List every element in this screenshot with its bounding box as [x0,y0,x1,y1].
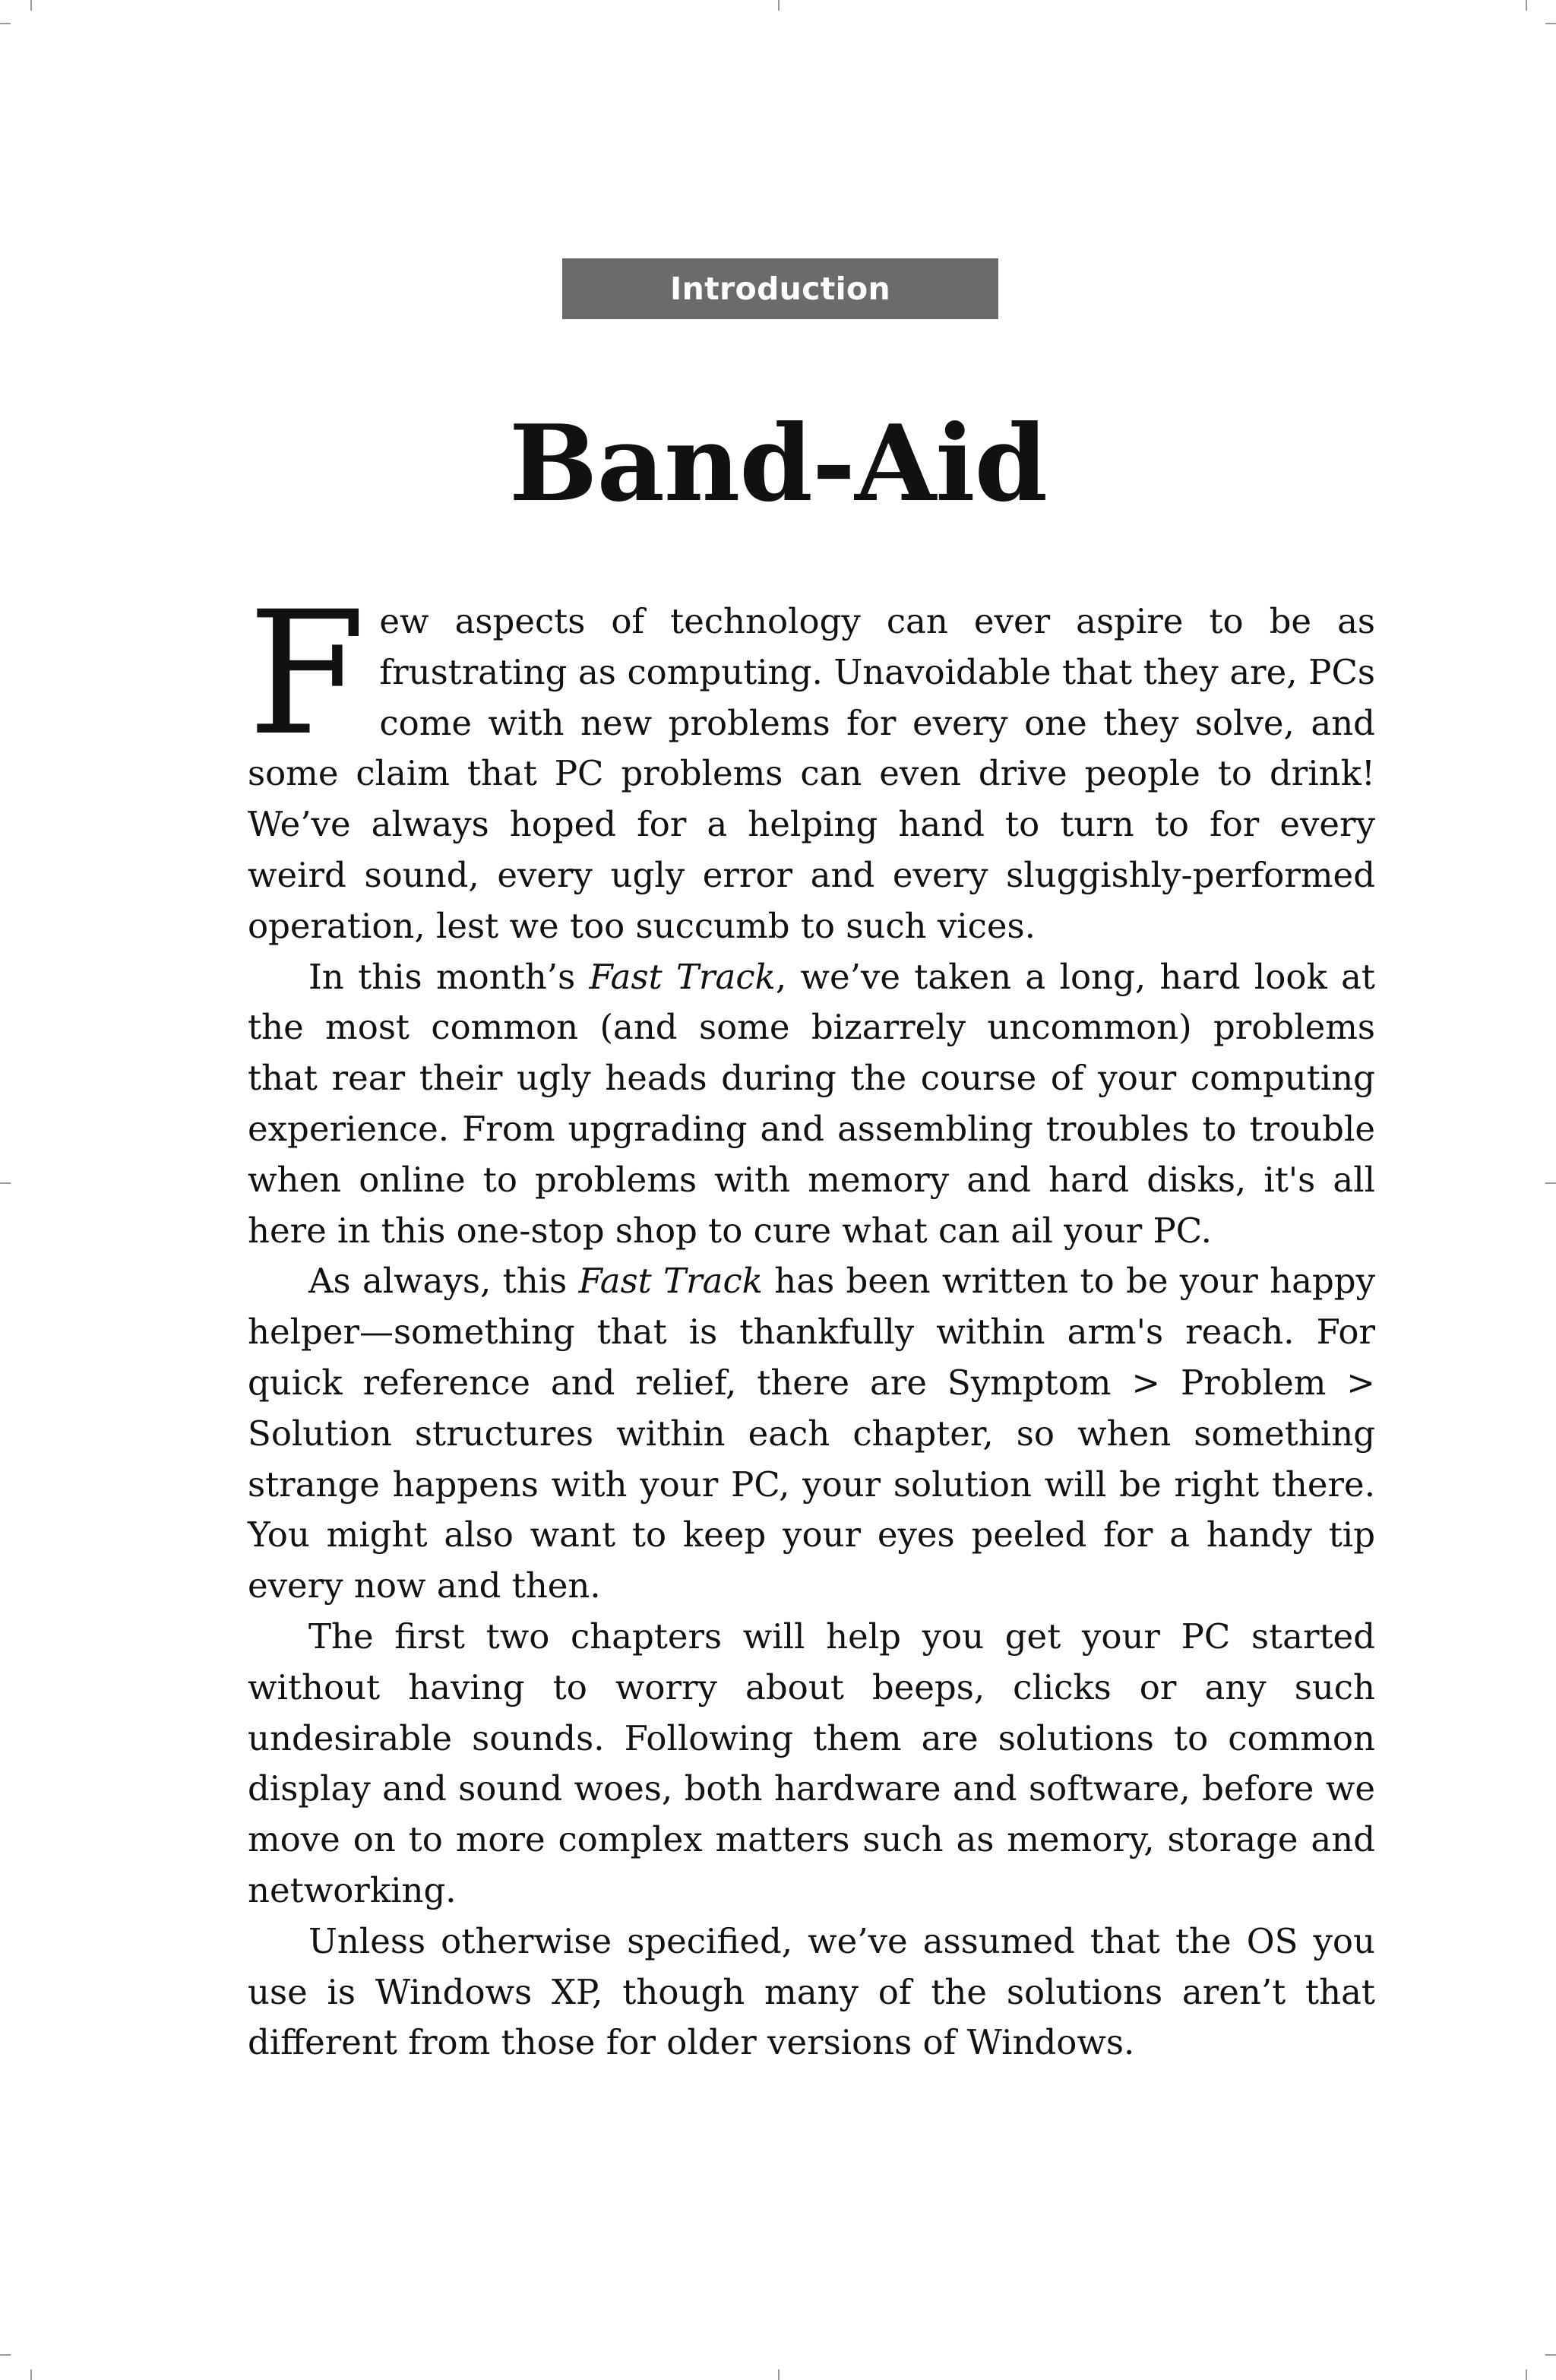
crop-mark-top-left [30,0,32,11]
crop-mark-top-center [778,0,780,11]
crop-mark-right-bottom [1545,2354,1556,2356]
paragraph-2-publication-name: Fast Track [589,956,776,997]
dropcap-letter: F [248,574,366,773]
crop-mark-bottom-right [1526,2369,1527,2380]
paragraph-2-text-a: In this month’s [308,956,590,997]
crop-mark-top-right [1526,0,1527,11]
paragraph-2-text-b: , we’ve taken a long, hard look at the most common (and some bizarrely uncommon) problems that rear their ugly heads during the course of your computing experience. From upgrading and assembling troubles to trouble when online to problems with memory and hard disks, it's all here in this one-stop shop to cure what can ail your PC. [248,956,1375,1251]
paragraph-3-publication-name: Fast Track [578,1261,763,1302]
paragraph-3 [248,1256,1375,1612]
crop-mark-left-top [0,23,11,24]
crop-mark-right-middle [1545,1182,1556,1184]
paragraph-2 [248,952,1375,1257]
crop-mark-bottom-center [778,2369,780,2380]
paragraph-1 [248,574,1375,952]
crop-mark-right-top [1545,23,1556,24]
paragraph-3-text-a: As always, this [308,1261,579,1302]
paragraph-3-text-b: has been written to be your happy helper—something that is thankfully within arm's reach. For quick reference and relief, there are Symptom > Problem > Solution structures within each chapter, so when something strange happens with your PC, your solution will be right there. You might also want to keep your eyes peeled for a handy tip every now and then. [248,1261,1375,1606]
paragraph-1-text: ew aspects of technology can ever aspire to be as frustrating as computing. Unavoidable that they are, PCs come with new problems for every one they solve, and some claim that PC problems can even drive people to drink! We’ve always hoped for a helping hand to turn to for every weird sound, every ugly error and every sluggishly-performed operation, lest we too succumb to such vices. [248,601,1375,946]
crop-mark-bottom-left [30,2369,32,2380]
crop-mark-left-middle [0,1182,11,1184]
page-title: Band-Aid [508,401,1048,525]
paragraph-4: The first two chapters will help you get your PC started without having to worry about beeps, clicks or any such undesirable sounds. Following them are solutions to common display and sound woes, both hardware and software, before we move on to more complex matters such as memory, storage and networking. [248,1616,1375,1910]
article-body [248,574,1375,2068]
section-label-tab: Introduction [562,258,998,319]
crop-mark-left-bottom [0,2354,11,2356]
paragraph-5: Unless otherwise specified, we’ve assumed that the OS you use is Windows XP, though many of the solutions aren’t that different from those for older versions of Windows. [248,1920,1375,2063]
